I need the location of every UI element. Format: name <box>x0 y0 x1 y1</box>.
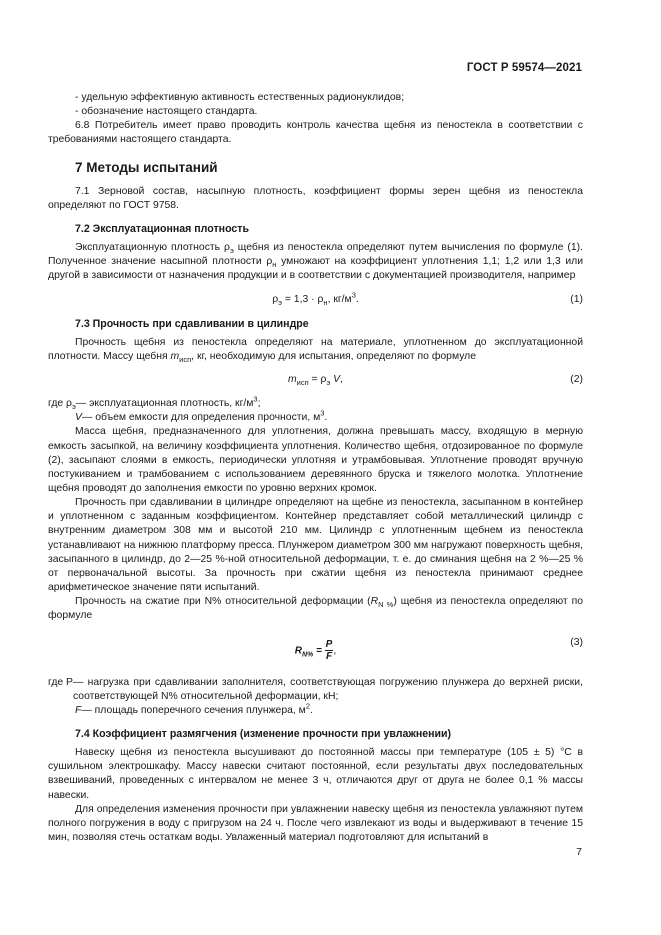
paragraph-7-3-3: Прочность при сдавливании в цилиндре определяют на щебне из пеностекла, засыпанном в контейнер и уплотненном с заданным коэффициентом. Контейнер представляет собой металлический цилиндр с внутренним диаметром 308 мм и высотой 210 мм. Цилиндр с уплотненным щебнем из пеностекла устанавливают на нижнюю платформу пресса. Плунжером диаметром 300 мм нагружают поверхность щебня, засыпанного в цилиндр, до 2—25 %-ной относительной деформации, т. е. до сминания щебня на 2 %—25 % от первоначальной высоты. За прочность при сжатии щебня из пеностекла принимают среднее арифметическое значение пяти испытаний. <box>48 497 583 594</box>
formula-3-body: $R_{N\%}$ = $\frac{P}{F}$ , <box>294 638 337 662</box>
page-body <box>48 91 583 845</box>
formula-3 <box>48 636 583 664</box>
paragraph-7-3-2: Масса щебня, предназначенного для уплотнения, должна превышать массу, входящую в мерную емкость засыпкой, на величину коэффициента уплотнения. Количество щебня, отдозированное по формуле (2), засыпают слоями в емкость, периодически уплотняя и утрамбовывая. Уплотнение проводят вручную постукиванием и трамбованием с использованием деревянного бруска и тяжелого молотка. Уплотнение щебня проводят до заполнения емкости по уровню верхних кромок. <box>48 426 583 494</box>
formula-2 <box>48 373 583 388</box>
where-v: V — объем емкости для определения прочности, $м^3$. <box>75 408 328 424</box>
paragraph-6-8: 6.8 Потребитель имеет право проводить контроль качества щебня из пеностекла в соответствии с требованиями настоящего стандарта. <box>48 120 583 146</box>
section-7-2-title: 7.2 Эксплуатационная плотность <box>75 222 249 235</box>
paragraph-7-2: Эксплуатационную плотность $\rho_э$ щебня из пеностекла определяют путем вычисления по формуле (1). Полученное значение насыпной плотности $\rho_н$ умножают на коэффициент уплотнения 1,1; 1,2 или 1,3 или другой в зависимости от назначения продукции и в соответствии с документацией производителя, например <box>48 242 583 282</box>
section-7-title: 7 Методы испытаний <box>75 159 218 175</box>
paragraph-7-4-2: Для определения изменения прочности при увлажнении навеску щебня из пеностекла увлажняют путем полного погружения в воду с пригрузом на 24 ч. После чего извлекают из воды и выдерживают в течение 15 мин, позволяя стечь остаткам воды. Увлаженный материал подготовляют для испытаний в <box>48 803 583 844</box>
where-p: где P — нагрузка при сдавливании заполнителя, соответствующая погружению плунжера до верхней риски, соответствующей N% относительной деформации, кН; <box>48 676 583 702</box>
section-7-4-title: 7.4 Коэффициент размягчения (изменение прочности при увлажнении) <box>75 728 452 740</box>
paragraph-7-3-4: Прочность на сжатие при N% относительной деформации $(R_{N \%})$ щебня из пеностекла определяют по формуле <box>48 596 583 622</box>
formula-2-body: $m_{исп} = \rho_э$ V, <box>288 374 343 388</box>
paragraph-7-4-1: Навеску щебня из пеностекла высушивают до постоянной массы при температуре (105 ± 5) °С в сушильном электрошкафу. Массу навески считают постоянной, если результаты двух последовательных взвешиваний, проведенных с интервалом не менее 3 ч, отличаются друг от друга не более 0,1 % массы навески. <box>48 747 583 801</box>
formula-1-body: $\rho_э = 1,3 \cdot \rho_н$, $кг/м^3$. <box>272 290 359 307</box>
formula-1-number: (1) <box>570 293 583 305</box>
paragraph-7-3-1: Прочность щебня из пеностекла определяют на материале, уплотненном до эксплуатационной плотности. Массу щебня $m_{исп}$, кг, необходимую для испытания, определяют по формуле <box>48 336 583 364</box>
formula-1 <box>48 290 583 308</box>
list-item: - обозначение настоящего стандарта. <box>75 106 258 118</box>
where-rho: где $\rho_э$ — эксплуатационная плотность, $кг/м^3$; <box>48 394 261 412</box>
formula-3-number: (3) <box>570 636 583 648</box>
where-f: F — площадь поперечного сечения плунжера, $м^2$. <box>75 701 313 716</box>
paragraph-7-1: 7.1 Зерновой состав, насыпную плотность, коэффициент формы зерен щебня из пеностекла определяют по ГОСТ 9758. <box>48 185 583 211</box>
standard-header: ГОСТ Р 59574—2021 <box>466 62 582 74</box>
section-7-3-title: 7.3 Прочность при сдавливании в цилиндре <box>75 317 309 330</box>
list-item: - удельную эффективную активность естественных радионуклидов; <box>75 92 405 103</box>
formula-2-number: (2) <box>570 374 583 386</box>
page-number: 7 <box>576 846 582 858</box>
